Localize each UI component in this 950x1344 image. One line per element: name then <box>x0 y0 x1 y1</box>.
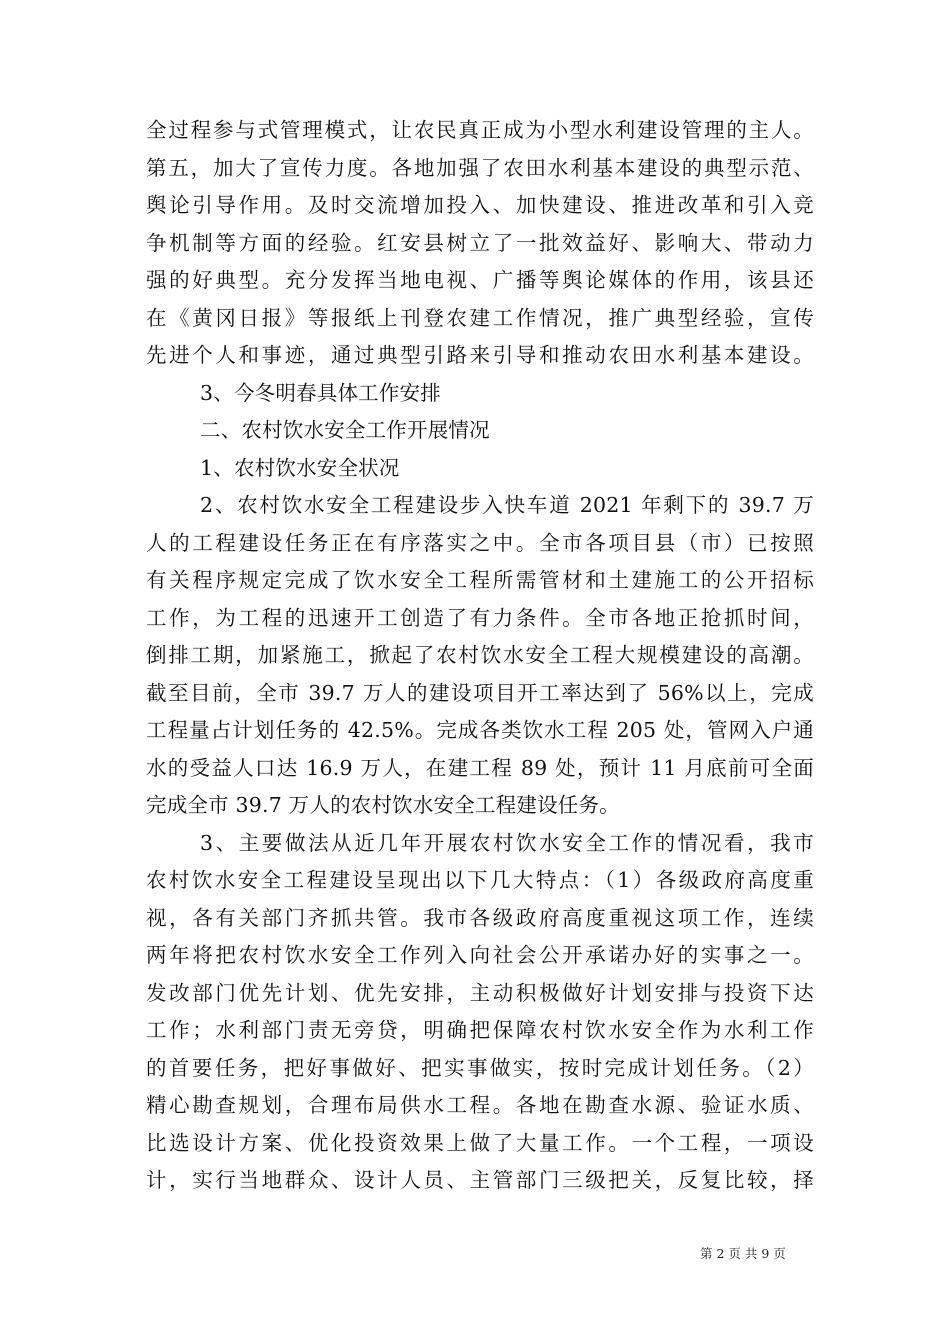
text-line: 工程量占计划任务的 42.5%。完成各类饮水工程 205 处，管网入户通 <box>146 718 814 742</box>
text-line: 先进个人和事迹，通过典型引路来引导和推动农田水利基本建设。 <box>146 343 814 367</box>
text-line: 倒排工期，加紧施工，掀起了农村饮水安全工程大规模建设的高潮。 <box>146 643 814 667</box>
text-line: 强的好典型。充分发挥当地电视、广播等舆论媒体的作用，该县还 <box>146 268 814 292</box>
text-line: 水的受益人口达 16.9 万人，在建工程 89 处，预计 11 月底前可全面 <box>146 755 814 780</box>
text-line: 完成全市 39.7 万人的农村饮水安全工程建设任务。 <box>146 793 620 817</box>
text-line: 争机制等方面的经验。红安县树立了一批效益好、影响大、带动力 <box>146 230 814 255</box>
section-heading: 1、农村饮水安全状况 <box>200 455 400 480</box>
text-line: 比选设计方案、优化投资效果上做了大量工作。一个工程，一项设 <box>146 1130 814 1155</box>
document-body <box>146 112 814 1200</box>
text-line: 截至目前，全市 39.7 万人的建设项目开工率达到了 56%以上，完成 <box>146 680 814 705</box>
text-line: 两年将把农村饮水安全工作列入向社会公开承诺办好的实事之一。 <box>146 943 814 967</box>
text-line: 精心勘查规划，合理布局供水工程。各地在勘查水源、验证水质、 <box>146 1093 814 1117</box>
section-heading: 二、农村饮水安全工作开展情况 <box>200 418 490 442</box>
page-number: 第 2 页 共 9 页 <box>700 1246 786 1261</box>
text-line: 计，实行当地群众、设计人员、主管部门三级把关，反复比较，择 <box>146 1168 814 1192</box>
text-line: 人的工程建设任务正在有序落实之中。全市各项目县（市）已按照 <box>146 530 814 555</box>
text-line: 视，各有关部门齐抓共管。我市各级政府高度重视这项工作，连续 <box>146 905 814 930</box>
text-line: 发改部门优先计划、优先安排，主动积极做好计划安排与投资下达 <box>146 980 814 1005</box>
text-line: 工作；水利部门责无旁贷，明确把保障农村饮水安全作为水利工作 <box>146 1018 814 1042</box>
text-line: 全过程参与式管理模式，让农民真正成为小型水利建设管理的主人。 <box>146 118 814 142</box>
text-line: 农村饮水安全工程建设呈现出以下几大特点：（1）各级政府高度重 <box>146 868 814 892</box>
text-line: 舆论引导作用。及时交流增加投入、加快建设、推进改革和引入竞 <box>146 193 814 217</box>
text-line: 在《黄冈日报》等报纸上刊登农建工作情况，推广典型经验，宣传 <box>146 305 814 330</box>
text-line: 的首要任务，把好事做好、把实事做实，按时完成计划任务。（2） <box>146 1055 814 1080</box>
text-line: 工作，为工程的迅速开工创造了有力条件。全市各地正抢抓时间， <box>146 605 814 630</box>
paragraph-first-line: 2、农村饮水安全工程建设步入快车道 2021 年剩下的 39.7 万 <box>200 493 814 517</box>
text-line: 第五，加大了宣传力度。各地加强了农田水利基本建设的典型示范、 <box>146 155 814 180</box>
section-heading: 3、今冬明春具体工作安排 <box>200 380 441 405</box>
text-line: 有关程序规定完成了饮水安全工程所需管材和土建施工的公开招标 <box>146 568 814 592</box>
paragraph-first-line: 3、主要做法从近几年开展农村饮水安全工作的情况看，我市 <box>200 830 814 855</box>
